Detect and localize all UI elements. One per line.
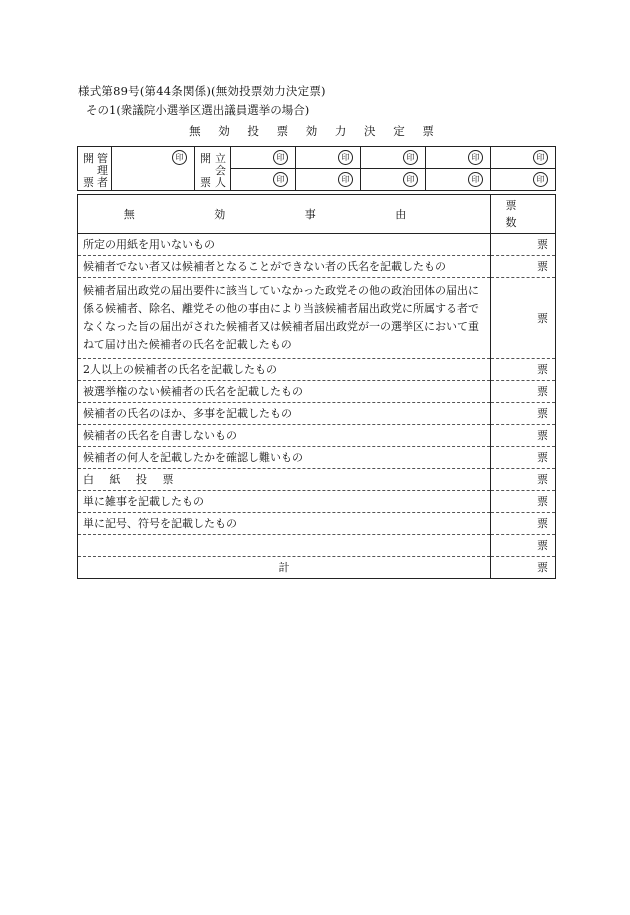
reason-text: 候補者の氏名のほか、多事を記載したもの: [78, 403, 491, 425]
seal-icon: 印: [338, 172, 353, 187]
reason-text: [78, 535, 491, 557]
count-cell[interactable]: 票: [491, 403, 556, 425]
reason-text: 候補者でない者又は候補者となることができない者の氏名を記載したもの: [78, 256, 491, 278]
witness-seal-cell[interactable]: [426, 169, 491, 191]
witness-seal-cell[interactable]: [296, 147, 361, 169]
witness-seal-cell[interactable]: [361, 169, 426, 191]
count-cell[interactable]: 票: [491, 425, 556, 447]
table-row: [78, 491, 556, 513]
seal-icon: 印: [468, 172, 483, 187]
seal-icon: 印: [273, 150, 288, 165]
table-row: [78, 535, 556, 557]
witness-seal-cell[interactable]: [231, 169, 296, 191]
table-row: [78, 359, 556, 381]
manager-label-char: 管: [97, 151, 108, 165]
invalid-reasons-table: [77, 194, 556, 579]
table-row: [78, 425, 556, 447]
reason-text: 2人以上の候補者の氏名を記載したもの: [78, 359, 491, 381]
count-cell[interactable]: 票: [491, 234, 556, 256]
witness-label-char: 人: [215, 175, 226, 189]
table-row: [78, 234, 556, 256]
header-count: 票 数: [491, 195, 556, 234]
witness-label-char: 開: [200, 151, 211, 165]
reason-text: 候補者の何人を記載したかを確認し難いもの: [78, 447, 491, 469]
header-reason: 無 効 事 由: [78, 195, 491, 234]
manager-label-cell: [78, 147, 112, 191]
witness-label-char: 立: [215, 151, 226, 165]
table-row: [78, 403, 556, 425]
reason-text: 単に雑事を記載したもの: [78, 491, 491, 513]
page-title: 無 効 投 票 効 力 決 定 票: [189, 124, 441, 138]
witness-seal-cell[interactable]: [296, 169, 361, 191]
reason-text: 候補者届出政党の届出要件に該当していなかった政党その他の政治団体の届出に係る候補者、除名、離党その他の事由により当該候補者届出政党に所属する者でなくなった旨の届出がされた候補者又は候補者届出政党が一の選挙区において重ねて届け出た候補者の氏名を記載したもの: [78, 278, 491, 359]
count-cell[interactable]: 票: [491, 256, 556, 278]
manager-label-char: 者: [97, 175, 108, 189]
table-row: [78, 381, 556, 403]
count-cell[interactable]: 票: [491, 491, 556, 513]
witness-seal-cell[interactable]: [426, 147, 491, 169]
manager-label-char: 開: [83, 151, 94, 165]
seal-icon: 印: [533, 150, 548, 165]
count-cell[interactable]: 票: [491, 359, 556, 381]
witness-seal-cell[interactable]: [361, 147, 426, 169]
count-cell[interactable]: 票: [491, 278, 556, 359]
seal-icon: 印: [403, 172, 418, 187]
table-row: [78, 256, 556, 278]
table-row: [78, 513, 556, 535]
reason-text: 白 紙 投 票: [78, 469, 491, 491]
table-row: [78, 278, 556, 359]
seal-icon: 印: [338, 150, 353, 165]
count-cell[interactable]: 票: [491, 513, 556, 535]
reason-text: 候補者の氏名を自書しないもの: [78, 425, 491, 447]
witness-label-char: 票: [200, 175, 211, 189]
witness-label-cell: [195, 147, 231, 191]
witness-seal-cell[interactable]: [231, 147, 296, 169]
form-subtitle: その1(衆議院小選挙区選出議員選挙の場合): [86, 103, 310, 117]
total-count-cell[interactable]: 票: [491, 557, 556, 579]
table-row: [78, 469, 556, 491]
seal-icon: 印: [172, 150, 187, 165]
manager-seal-cell[interactable]: [112, 147, 195, 191]
count-cell[interactable]: 票: [491, 381, 556, 403]
count-cell[interactable]: 票: [491, 469, 556, 491]
witness-seal-cell[interactable]: [491, 147, 556, 169]
form-number-line: 様式第89号(第44条関係)(無効投票効力決定票): [78, 84, 326, 98]
table-row: [78, 447, 556, 469]
manager-label-char: 票: [83, 175, 94, 189]
manager-label-char: 理: [97, 163, 108, 177]
officials-table: [77, 146, 556, 191]
count-cell[interactable]: 票: [491, 535, 556, 557]
reason-text: 被選挙権のない候補者の氏名を記載したもの: [78, 381, 491, 403]
seal-icon: 印: [468, 150, 483, 165]
count-cell[interactable]: 票: [491, 447, 556, 469]
witness-seal-cell[interactable]: [491, 169, 556, 191]
witness-label-char: 会: [215, 163, 226, 177]
reason-text: 所定の用紙を用いないもの: [78, 234, 491, 256]
seal-icon: 印: [403, 150, 418, 165]
total-row: [78, 557, 556, 579]
seal-icon: 印: [533, 172, 548, 187]
seal-icon: 印: [273, 172, 288, 187]
reason-text: 単に記号、符号を記載したもの: [78, 513, 491, 535]
total-label: 計: [78, 557, 491, 579]
